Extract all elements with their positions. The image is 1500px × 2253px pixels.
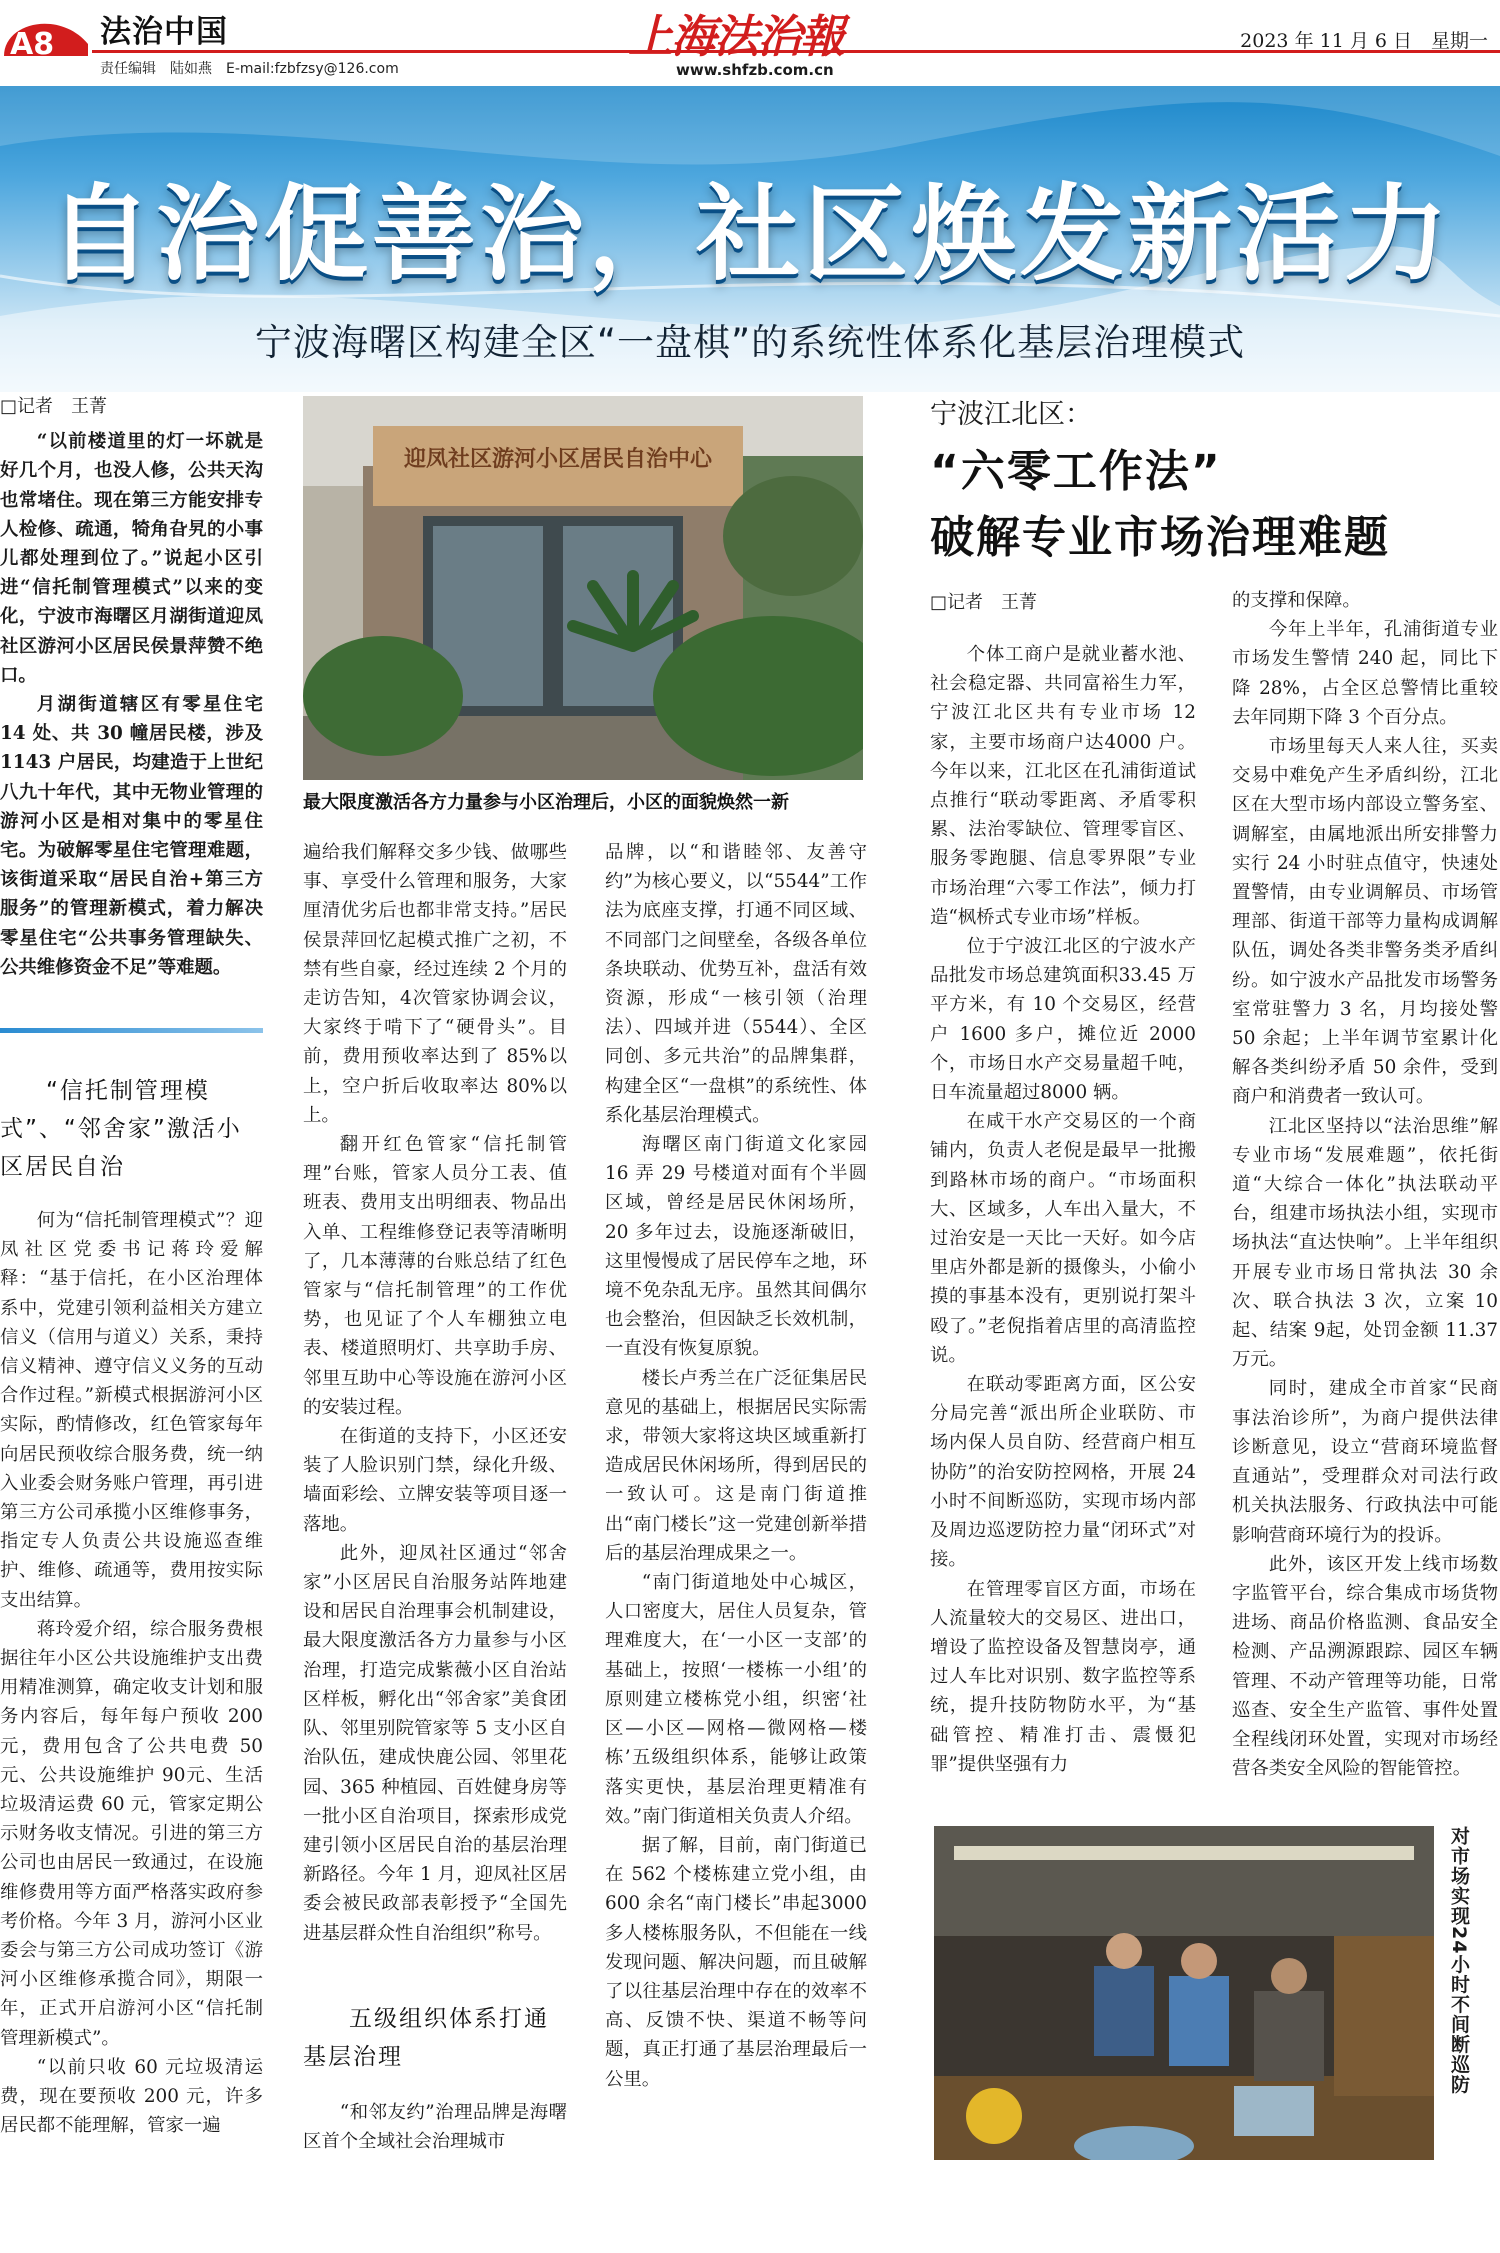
- article1-column-2: [303, 838, 567, 1948]
- article2-title-line2: 破解专业市场治理难题: [930, 512, 1390, 563]
- editor-line: 责任编辑 陆如燕 E-mail:fzbfzsy@126.com: [100, 61, 399, 77]
- article2-column-a: [930, 640, 1196, 1779]
- body-paragraph: 蒋玲爱介绍，综合服务费根据往年小区公共设施维护支出费用精准测算，确定收支计划和服务内容后，每年每户预收 200 元，费用包含了公共电费 50 元、公共设施维护 90元、生活垃圾清运费 60 元，管家定期公示财务收支情况。引进的第三方公司也由居民一致通过，在设施维修费用等方面严格落实政府参考价格。今年 3 月，游河小区业委会与第三方公司成功签订《游河小区维修承揽合同》，期限一年，正式开启游河小区“信托制管理新模式”。: [0, 1618, 263, 2049]
- lead-paragraph: “以前楼道里的灯一坏就是好几个月，也没人修，公共天沟也常堵住。现在第三方能安排专人检修、疏通，犄角旮旯的小事儿都处理到位了。”说起小区引进“信托制管理模式”以来的变化，宁波市海曙区月湖街道迎凤社区游河小区居民侯景萍赞不绝口。: [0, 431, 263, 686]
- article1-column-1-body: [0, 1206, 263, 2141]
- body-paragraph: 市场里每天人来人往，买卖交易中难免产生矛盾纠纷，江北区在大型市场内部设立警务室、调解室，由属地派出所安排警力实行 24 小时驻点值守，快速处置警情，由专业调解员、市场管理部、街道干部等力量构成调解队伍，调处各类非警务类矛盾纠纷。如宁波水产品批发市场警务室常驻警力 3 名，月均接处警 50 余起；上半年调节室累计化解各类纠纷矛盾 50 余件，受到商户和消费者一致认可。: [1232, 736, 1498, 1108]
- body-paragraph: 遍给我们解释交多少钱、做哪些事、享受什么管理和服务，大家厘清优劣后也都非常支持。”居民侯景萍回忆起模式推广之初，不禁有些自豪，经过连续 2 个月的走访告知，4次管家协调会议，大家终于啃下了“硬骨头”。目前，费用预收率达到了 85%以上，空户折后收取率达 80%以上。: [303, 842, 567, 1126]
- market-patrol-photo: [934, 1826, 1434, 2160]
- article1-column-2-end: [303, 2098, 567, 2156]
- photo1-caption: 最大限度激活各方力量参与小区治理后，小区的面貌焕然一新: [303, 792, 789, 813]
- section-divider: [0, 1028, 263, 1033]
- body-paragraph: “以前只收 60 元垃圾清运费，现在要预收 200 元，许多居民都不能理解，管家一遍: [0, 2056, 263, 2137]
- section-title: 法治中国: [100, 14, 228, 50]
- community-center-illustration: [303, 396, 863, 780]
- page-number-badge: [0, 4, 92, 66]
- body-paragraph: 此外，该区开发上线市场数字监管平台，综合集成市场货物进场、商品价格监测、食品安全检测、产品溯源跟踪、园区车辆管理、不动产管理等功能，日常巡查、安全生产监管、事件处置全程线闭环处置，实现对市场经营各类安全风险的智能管控。: [1232, 1553, 1498, 1780]
- community-center-photo: [303, 396, 863, 780]
- website-url[interactable]: www.shfzb.com.cn: [676, 61, 834, 79]
- article1-byline: □记者 王菁: [0, 396, 108, 417]
- page-label: A8: [10, 27, 55, 62]
- body-paragraph: 海曙区南门街道文化家园16 弄 29 号楼道对面有个半圆区域，曾经是居民休闲场所，20 多年过去，设施逐渐破旧，这里慢慢成了居民停车之地，环境不免杂乱无序。虽然其间偶尔也会整治，但因缺乏长效机制，一直没有恢复原貌。: [605, 1134, 867, 1360]
- body-paragraph: 位于宁波江北区的宁波水产品批发市场总建筑面积33.45 万平方米，有 10 个交易区，经营户 1600 多户，摊位近 2000 个，市场日水产交易量超千吨，日车流量超过8000 辆。: [930, 936, 1196, 1104]
- body-paragraph: 品牌，以“和谐睦邻、友善守约”为核心要义，以“5544”工作法为底座支撑，打通不同区域、不同部门之间壁垒，各级各单位条块联动、优势互补，盘活有效资源，形成“一核引领（治理法）、四域并进（5544）、全区同创、多元共治”的品牌集群，构建全区“一盘棋”的系统性、体系化基层治理模式。: [605, 842, 867, 1126]
- subheading-trust-model: “信托制管理模式”、“邻舍家”激活小区居民自治: [0, 1078, 242, 1180]
- body-paragraph: “南门街道地处中心城区，人口密度大，居住人员复杂，管理难度大，在‘一小区一支部’的基础上，按照‘一楼栋一小组’的原则建立楼栋党小组，织密‘社区—小区—网格—微网格—楼栋’五级组织体系，能够让政策落实更快，基层治理更精准有效。”南门街道相关负责人介绍。: [605, 1572, 867, 1827]
- photo2-caption: 对市场实现24小时不间断巡防: [1448, 1826, 1470, 2095]
- body-paragraph: “和邻友约”治理品牌是海曙区首个全域社会治理城市: [303, 2102, 567, 2153]
- building-sign-text: 迎凤社区游河小区居民自治中心: [403, 447, 713, 472]
- body-paragraph: 江北区坚持以“法治思维”解专业市场“发展难题”，依托街道“大综合一体化”执法联动平台，组建市场执法小组，实现市场执法“直达快响”。上半年组织开展专业市场日常执法 30 余次、联合执法 3 次，立案 10 起、结案 9起，处罚金额 11.37 万元。: [1232, 1115, 1498, 1371]
- issue-date: 2023 年 11 月 6 日 星期一: [1240, 30, 1488, 52]
- body-paragraph: 在街道的支持下，小区还安装了人脸识别门禁，绿化升级、墙面彩绘、立牌安装等项目逐一落地。: [303, 1426, 567, 1535]
- article2-kicker: 宁波江北区：: [930, 399, 1092, 430]
- article2-byline: □记者 王菁: [930, 592, 1038, 613]
- body-paragraph: 个体工商户是就业蓄水池、社会稳定器、共同富裕生力军，宁波江北区共有专业市场 12 家，主要市场商户达4000 户。今年以来，江北区在孔浦街道试点推行“联动零距离、矛盾零积累、法治零缺位、管理零盲区、服务零跑腿、信息零界限”专业市场治理“六零工作法”，倾力打造“枫桥式专业市场”样板。: [930, 644, 1196, 928]
- body-paragraph: 据了解，目前，南门街道已在 562 个楼栋建立党小组，由 600 余名“南门楼长”串起3000 多人楼栋服务队，不但能在一线发现问题、解决问题，而且破解了以往基层治理中存在的效率不高、反馈不快、渠道不畅等问题，真正打通了基层治理最后一公里。: [605, 1834, 867, 2090]
- main-subhead: 宁波海曙区构建全区“一盘棋”的系统性体系化基层治理模式: [254, 321, 1246, 364]
- body-paragraph: 翻开红色管家“信托制管理”台账，管家人员分工表、值班表、费用支出明细表、物品出入单、工程维修登记表等清晰明了，几本薄薄的台账总结了红色管家与“信托制管理”的工作优势，也见证了个人车棚独立电表、楼道照明灯、共享助手房、邻里互助中心等设施在游河小区的安装过程。: [303, 1134, 567, 1418]
- body-paragraph: 此外，迎凤社区通过“邻舍家”小区居民自治服务站阵地建设和居民自治理事会机制建设，最大限度激活各方力量参与小区治理，打造完成紫薇小区自治站区样板，孵化出“邻舍家”美食团队、邻里别院管家等 5 支小区自治队伍，建成快鹿公园、邻里花园、365 种植园、百姓健身房等一批小区自治项目，探索形成党建引领小区居民自治的基层治理新路径。今年 1 月，迎凤社区居委会被民政部表彰授予“全国先进基层群众性自治组织”称号。: [303, 1542, 567, 1944]
- lead-paragraph-2: 月湖街道辖区有零星住宅14 处、共 30 幢居民楼，涉及1143 户居民，均建造于上世纪八九十年代，其中无物业管理的游河小区是相对集中的零星住宅。为破解零星住宅管理难题，该街道采取“居民自治+第三方服务”的管理新模式，着力解决零星住宅“公共事务管理缺失、公共维修资金不足”等难题。: [0, 694, 263, 978]
- body-paragraph: 楼长卢秀兰在广泛征集居民意见的基础上，根据居民实际需求，带领大家将这块区域重新打造成居民休闲场所，得到居民的一致认可。这是南门街道推出“南门楼长”这一党建创新举措后的基层治理成果之一。: [605, 1367, 867, 1564]
- body-paragraph: 在联动零距离方面，区公安分局完善“派出所企业联防、市场内保人员自防、经营商户相互协防”的治安防控网格，开展 24 小时不间断巡防，实现市场内部及周边巡逻防控力量“闭环式”对接。: [930, 1374, 1196, 1571]
- article1-column-1: [0, 392, 263, 982]
- page-header: [0, 0, 1500, 86]
- article2-title-line1: “六零工作法”: [930, 446, 1222, 497]
- body-paragraph: 今年上半年，孔浦街道专业市场发生警情 240 起，同比下降 28%，占全区总警情比重较去年同期下降 3 个百分点。: [1232, 619, 1498, 728]
- body-paragraph: 同时，建成全市首家“民商事法治诊所”，为商户提供法律诊断意见，设立“营商环境监督直通站”，受理群众对司法行政机关执法服务、行政执法中可能影响营商环境行为的投诉。: [1232, 1378, 1498, 1546]
- newspaper-masthead: 上海法治報: [628, 10, 844, 63]
- body-paragraph: 的支撑和保障。: [1232, 590, 1361, 611]
- body-paragraph: 在咸干水产交易区的一个商铺内，负责人老倪是最早一批搬到路林市场的商户。“市场面积大、区域多，人车出入量大，不过治安是一天比一天好。如今店里店外都是新的摄像头，小偷小摸的事基本没有，更别说打架斗殴了。”老倪指着店里的高清监控说。: [930, 1111, 1196, 1366]
- article2-column-b: [1232, 586, 1498, 1783]
- body-paragraph: 何为“信托制管理模式”？迎凤社区党委书记蒋玲爱解释：“基于信托，在小区治理体系中，党建引领利益相关方建立信义（信用与道义）关系，秉持信义精神、遵守信义义务的互动合作过程。”新模式根据游河小区实际，酌情修改，红色管家每年向居民预收综合服务费，统一纳入业委会财务账户管理，再引进第三方公司承揽小区维修事务，指定专人负责公共设施巡查维护、维修、疏通等，费用按实际支出结算。: [0, 1210, 263, 1611]
- subheading-five-level: 五级组织体系打通基层治理: [303, 2006, 549, 2070]
- body-paragraph: 在管理零盲区方面，市场在人流量较大的交易区、进出口，增设了监控设备及智慧岗亭，通过人车比对识别、数字监控等系统，提升技防物防水平，为“基础管控、精准打击、震慑犯罪”提供坚强有力: [930, 1578, 1196, 1775]
- main-headline: 自治促善治，社区焕发新活力: [47, 173, 1452, 295]
- market-patrol-illustration: [934, 1826, 1434, 2160]
- article1-column-3: [605, 838, 867, 2094]
